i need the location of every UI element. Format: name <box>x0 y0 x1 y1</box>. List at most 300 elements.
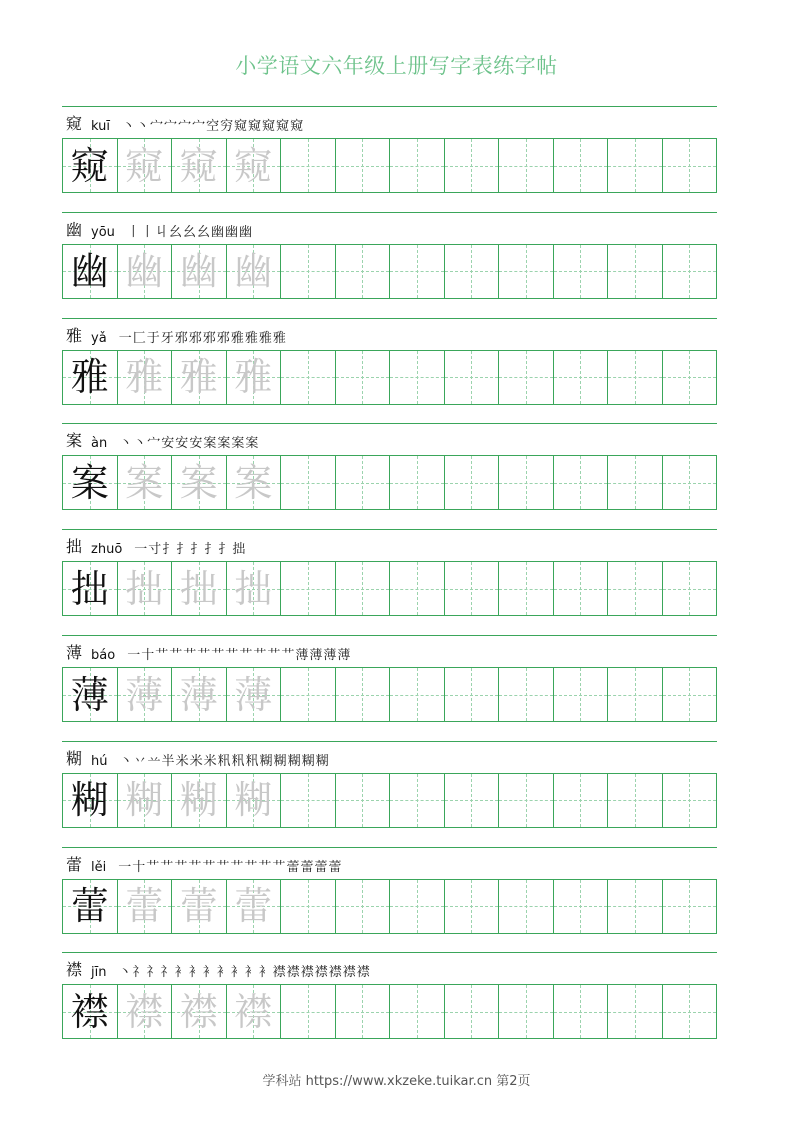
trace-cell <box>227 245 282 298</box>
stroke-step: 蕾 <box>314 859 328 875</box>
trace-character: 薄 <box>179 672 218 717</box>
trace-cell <box>172 985 227 1038</box>
trace-character: 案 <box>125 460 164 505</box>
trace-cell <box>227 456 282 509</box>
stroke-step: 幺 <box>182 224 196 240</box>
stroke-step: 雅 <box>272 330 286 346</box>
blank-practice-cell[interactable] <box>499 668 554 721</box>
blank-practice-cell[interactable] <box>281 245 336 298</box>
stroke-step: 安 <box>161 436 175 452</box>
entry-pinyin: báo <box>91 648 116 663</box>
practice-entry <box>62 423 717 529</box>
page-title: 小学语文六年级上册写字表练字帖 <box>235 54 558 78</box>
entry-pinyin: jīn <box>91 965 107 981</box>
stroke-step: 扌 <box>162 542 176 558</box>
stroke-step: 幽 <box>239 224 253 240</box>
entry-character: 雅 <box>66 325 83 345</box>
trace-cell <box>118 985 173 1038</box>
blank-practice-cell[interactable] <box>336 774 391 827</box>
blank-practice-cell[interactable] <box>445 668 500 721</box>
model-character: 襟 <box>70 989 109 1034</box>
entry-pinyin: yōu <box>91 224 115 240</box>
stroke-step: 襟 <box>286 965 300 981</box>
stroke-step: 一 <box>118 330 132 346</box>
trace-character: 蕾 <box>125 884 164 929</box>
stroke-step: 窥 <box>262 119 276 134</box>
model-cell <box>63 139 118 192</box>
entry-info <box>66 220 253 240</box>
stroke-step: 扌 <box>190 542 204 558</box>
trace-cell <box>118 774 173 827</box>
trace-cell <box>172 562 227 615</box>
stroke-step: 窥 <box>290 119 304 134</box>
entry-pinyin: àn <box>91 436 108 452</box>
practice-entry <box>62 847 717 953</box>
trace-character: 拙 <box>125 566 164 611</box>
model-cell <box>63 668 118 721</box>
blank-practice-cell[interactable] <box>608 562 663 615</box>
blank-practice-cell[interactable] <box>663 668 717 721</box>
blank-practice-cell[interactable] <box>390 668 445 721</box>
blank-practice-cell[interactable] <box>390 351 445 404</box>
stroke-step: 衤 <box>244 965 258 981</box>
stroke-order <box>134 538 246 557</box>
blank-practice-cell[interactable] <box>554 774 609 827</box>
blank-practice-cell[interactable] <box>608 880 663 933</box>
entry-pinyin: yǎ <box>91 330 107 346</box>
stroke-step: 米 <box>189 753 203 769</box>
trace-cell <box>227 880 282 933</box>
stroke-step: 十 <box>141 648 155 663</box>
stroke-step: 雅 <box>230 330 244 346</box>
blank-practice-cell[interactable] <box>336 245 391 298</box>
trace-cell <box>227 139 282 192</box>
blank-practice-cell[interactable] <box>445 245 500 298</box>
trace-cell <box>172 139 227 192</box>
entry-divider <box>62 847 717 848</box>
stroke-step: 籸 <box>217 753 231 769</box>
entry-divider <box>62 952 717 953</box>
stroke-step: 案 <box>231 436 245 452</box>
stroke-step: 邪 <box>188 330 202 346</box>
stroke-step: 宀 <box>178 119 192 134</box>
blank-practice-cell[interactable] <box>281 351 336 404</box>
entry-character: 幽 <box>66 219 83 239</box>
model-character: 案 <box>70 460 109 505</box>
trace-cell <box>118 351 173 404</box>
stroke-step: 襟 <box>342 965 356 981</box>
blank-practice-cell[interactable] <box>445 139 500 192</box>
blank-practice-cell[interactable] <box>445 456 500 509</box>
entry-info <box>66 855 343 875</box>
stroke-step: 襟 <box>314 965 328 981</box>
blank-practice-cell[interactable] <box>663 456 717 509</box>
stroke-step: 艹 <box>169 648 183 663</box>
practice-entry <box>62 635 717 741</box>
model-character: 蕾 <box>70 884 109 929</box>
stroke-step: 襟 <box>300 965 314 981</box>
blank-practice-cell[interactable] <box>608 351 663 404</box>
stroke-step: 宀 <box>164 119 178 134</box>
stroke-step: 艹 <box>188 859 202 875</box>
blank-practice-cell[interactable] <box>554 562 609 615</box>
entry-character: 薄 <box>66 643 83 662</box>
blank-practice-cell[interactable] <box>608 668 663 721</box>
stroke-step: 一 <box>134 542 148 558</box>
trace-cell <box>118 880 173 933</box>
trace-character: 雅 <box>179 355 218 400</box>
stroke-step: 宀 <box>147 436 161 452</box>
blank-practice-cell[interactable] <box>281 668 336 721</box>
stroke-step: 案 <box>203 436 217 452</box>
trace-character: 薄 <box>234 672 273 717</box>
blank-practice-cell[interactable] <box>336 880 391 933</box>
trace-character: 糊 <box>125 778 164 823</box>
blank-practice-cell[interactable] <box>499 245 554 298</box>
trace-character: 雅 <box>234 355 273 400</box>
stroke-step: 米 <box>203 753 217 769</box>
blank-practice-cell[interactable] <box>663 139 717 192</box>
trace-character: 拙 <box>179 566 218 611</box>
stroke-step: 米 <box>175 753 189 769</box>
entry-divider <box>62 741 717 742</box>
stroke-step: 寸 <box>148 542 162 558</box>
trace-character: 襟 <box>179 989 218 1034</box>
stroke-step: 艹 <box>267 648 281 663</box>
model-cell <box>63 985 118 1038</box>
blank-practice-cell[interactable] <box>499 139 554 192</box>
stroke-step: 宀 <box>192 119 206 134</box>
stroke-step: 匚 <box>132 330 146 346</box>
entry-character: 襟 <box>66 960 83 980</box>
blank-practice-cell[interactable] <box>281 562 336 615</box>
practice-grid <box>62 350 717 405</box>
blank-practice-cell[interactable] <box>336 456 391 509</box>
stroke-step: 衤 <box>258 965 272 981</box>
stroke-order <box>127 644 351 663</box>
blank-practice-cell[interactable] <box>554 668 609 721</box>
stroke-step: 衤 <box>174 965 188 981</box>
practice-grid <box>62 244 717 299</box>
blank-practice-cell[interactable] <box>608 985 663 1038</box>
stroke-step: 襟 <box>356 965 370 981</box>
stroke-step: 糊 <box>259 753 273 769</box>
trace-cell <box>172 668 227 721</box>
entry-info <box>66 960 371 980</box>
blank-practice-cell[interactable] <box>663 562 717 615</box>
practice-grid <box>62 667 717 722</box>
stroke-step: 邪 <box>216 330 230 346</box>
blank-practice-cell[interactable] <box>390 562 445 615</box>
trace-cell <box>118 668 173 721</box>
entry-divider <box>62 318 717 319</box>
trace-character: 幽 <box>234 249 273 294</box>
blank-practice-cell[interactable] <box>554 456 609 509</box>
stroke-step: 一 <box>118 859 132 875</box>
entry-info <box>66 431 259 451</box>
trace-cell <box>227 351 282 404</box>
blank-practice-cell[interactable] <box>445 880 500 933</box>
model-cell <box>63 562 118 615</box>
blank-practice-cell[interactable] <box>281 139 336 192</box>
stroke-step: 礻 <box>146 965 160 981</box>
practice-grid <box>62 561 717 616</box>
trace-character: 窥 <box>125 143 164 188</box>
blank-practice-cell[interactable] <box>281 985 336 1038</box>
entry-divider <box>62 423 717 424</box>
stroke-step: 幺 <box>168 224 182 240</box>
stroke-step: 襟 <box>328 965 342 981</box>
stroke-step: 艹 <box>281 648 295 663</box>
stroke-step: 丨 <box>140 224 154 240</box>
stroke-step: 幽 <box>225 224 239 240</box>
blank-practice-cell[interactable] <box>281 880 336 933</box>
stroke-step: 幽 <box>211 224 225 240</box>
trace-cell <box>172 456 227 509</box>
entry-pinyin: lěi <box>91 859 107 875</box>
blank-practice-cell[interactable] <box>445 774 500 827</box>
model-character: 拙 <box>70 566 109 611</box>
trace-cell <box>118 456 173 509</box>
trace-cell <box>227 668 282 721</box>
blank-practice-cell[interactable] <box>554 351 609 404</box>
practice-entry <box>62 212 717 318</box>
model-character: 薄 <box>70 672 109 717</box>
model-character: 糊 <box>70 778 109 823</box>
stroke-order <box>127 221 253 240</box>
stroke-step: 艹 <box>197 648 211 663</box>
stroke-step: 案 <box>245 436 259 452</box>
entry-character: 案 <box>66 431 83 451</box>
model-character: 窥 <box>70 143 109 188</box>
entry-info <box>66 537 246 557</box>
blank-practice-cell[interactable] <box>445 985 500 1038</box>
blank-practice-cell[interactable] <box>663 880 717 933</box>
blank-practice-cell[interactable] <box>390 245 445 298</box>
blank-practice-cell[interactable] <box>608 774 663 827</box>
stroke-step: 雅 <box>244 330 258 346</box>
stroke-order <box>118 961 370 980</box>
stroke-step: 艹 <box>230 859 244 875</box>
entry-pinyin: hú <box>91 753 108 769</box>
blank-practice-cell[interactable] <box>663 351 717 404</box>
blank-practice-cell[interactable] <box>281 774 336 827</box>
blank-practice-cell[interactable] <box>390 456 445 509</box>
stroke-step: 艹 <box>174 859 188 875</box>
stroke-order <box>119 432 259 451</box>
stroke-step: 丶 <box>119 753 133 769</box>
practice-entry <box>62 318 717 424</box>
trace-character: 拙 <box>234 566 273 611</box>
entry-pinyin: kuī <box>91 119 110 134</box>
practice-entry <box>62 106 717 212</box>
trace-cell <box>118 245 173 298</box>
trace-cell <box>227 562 282 615</box>
blank-practice-cell[interactable] <box>554 985 609 1038</box>
trace-cell <box>172 245 227 298</box>
model-cell <box>63 880 118 933</box>
stroke-step: 艹 <box>183 648 197 663</box>
stroke-step: 一 <box>127 648 141 663</box>
trace-character: 糊 <box>179 778 218 823</box>
stroke-step: 蕾 <box>328 859 342 875</box>
blank-practice-cell[interactable] <box>336 985 391 1038</box>
practice-grid <box>62 455 717 510</box>
blank-practice-cell[interactable] <box>390 774 445 827</box>
entry-divider <box>62 106 717 107</box>
blank-practice-cell[interactable] <box>281 456 336 509</box>
stroke-step: 艹 <box>253 648 267 663</box>
stroke-step: 糊 <box>301 753 315 769</box>
stroke-step: 艹 <box>146 859 160 875</box>
stroke-step: 薄 <box>337 648 351 663</box>
trace-cell <box>118 562 173 615</box>
stroke-step: 艹 <box>258 859 272 875</box>
stroke-step: 丶 <box>136 119 150 134</box>
practice-grid <box>62 879 717 934</box>
trace-character: 幽 <box>125 249 164 294</box>
blank-practice-cell[interactable] <box>554 139 609 192</box>
stroke-step: 礻 <box>160 965 174 981</box>
blank-practice-cell[interactable] <box>608 456 663 509</box>
blank-practice-cell[interactable] <box>499 351 554 404</box>
stroke-step: 丨 <box>126 224 140 240</box>
blank-practice-cell[interactable] <box>499 880 554 933</box>
stroke-step: 艹 <box>211 648 225 663</box>
blank-practice-cell[interactable] <box>445 562 500 615</box>
stroke-step: 拙 <box>232 542 246 558</box>
stroke-step: 籸 <box>231 753 245 769</box>
stroke-order <box>119 327 287 346</box>
stroke-step: 艹 <box>272 859 286 875</box>
stroke-step: 扌 <box>218 542 232 558</box>
blank-practice-cell[interactable] <box>336 668 391 721</box>
blank-practice-cell[interactable] <box>554 880 609 933</box>
blank-practice-cell[interactable] <box>663 774 717 827</box>
model-cell <box>63 456 118 509</box>
stroke-step: 扌 <box>204 542 218 558</box>
blank-practice-cell[interactable] <box>608 139 663 192</box>
stroke-step: 薄 <box>309 648 323 663</box>
entry-info <box>66 643 351 663</box>
stroke-step: 衤 <box>188 965 202 981</box>
stroke-order <box>122 115 304 134</box>
stroke-step: 窥 <box>248 119 262 134</box>
practice-entry <box>62 952 717 1058</box>
blank-practice-cell[interactable] <box>336 139 391 192</box>
stroke-step: 籸 <box>245 753 259 769</box>
stroke-step: 薄 <box>323 648 337 663</box>
stroke-step: 穷 <box>220 119 234 134</box>
trace-cell <box>172 880 227 933</box>
practice-grid <box>62 984 717 1039</box>
model-character: 雅 <box>70 355 109 400</box>
model-cell <box>63 774 118 827</box>
stroke-step: 于 <box>146 330 160 346</box>
blank-practice-cell[interactable] <box>554 245 609 298</box>
entry-info <box>66 114 304 134</box>
model-character: 幽 <box>70 249 109 294</box>
stroke-step: 糊 <box>273 753 287 769</box>
practice-grid <box>62 773 717 828</box>
stroke-step: 幺 <box>196 224 210 240</box>
blank-practice-cell[interactable] <box>390 880 445 933</box>
trace-character: 蕾 <box>179 884 218 929</box>
trace-character: 窥 <box>234 143 273 188</box>
trace-character: 窥 <box>179 143 218 188</box>
blank-practice-cell[interactable] <box>499 562 554 615</box>
blank-practice-cell[interactable] <box>445 351 500 404</box>
stroke-order <box>120 750 330 769</box>
model-cell <box>63 245 118 298</box>
stroke-step: 艹 <box>225 648 239 663</box>
trace-character: 糊 <box>234 778 273 823</box>
stroke-step: 丶 <box>133 436 147 452</box>
entry-pinyin: zhuō <box>91 542 123 558</box>
trace-character: 案 <box>179 460 218 505</box>
blank-practice-cell[interactable] <box>336 562 391 615</box>
stroke-step: 安 <box>175 436 189 452</box>
stroke-step: 襟 <box>272 965 286 981</box>
stroke-step: 窥 <box>234 119 248 134</box>
trace-character: 襟 <box>125 989 164 1034</box>
trace-character: 幽 <box>179 249 218 294</box>
practice-entry <box>62 741 717 847</box>
practice-entry <box>62 529 717 635</box>
stroke-step: 案 <box>217 436 231 452</box>
stroke-step: 安 <box>189 436 203 452</box>
stroke-step: 艹 <box>202 859 216 875</box>
blank-practice-cell[interactable] <box>390 139 445 192</box>
entry-divider <box>62 212 717 213</box>
blank-practice-cell[interactable] <box>499 774 554 827</box>
entry-character: 拙 <box>66 537 83 557</box>
trace-cell <box>172 351 227 404</box>
trace-character: 雅 <box>125 355 164 400</box>
entry-divider <box>62 529 717 530</box>
blank-practice-cell[interactable] <box>663 245 717 298</box>
stroke-step: 邪 <box>174 330 188 346</box>
blank-practice-cell[interactable] <box>663 985 717 1038</box>
blank-practice-cell[interactable] <box>499 985 554 1038</box>
stroke-step: 扌 <box>176 542 190 558</box>
entry-character: 蕾 <box>66 854 83 874</box>
trace-cell <box>172 774 227 827</box>
stroke-step: 䒑 <box>147 753 161 769</box>
stroke-step: 牙 <box>160 330 174 346</box>
blank-practice-cell[interactable] <box>499 456 554 509</box>
stroke-step: 窥 <box>276 119 290 134</box>
stroke-step: 艹 <box>160 859 174 875</box>
stroke-step: 艹 <box>155 648 169 663</box>
stroke-order <box>118 856 342 875</box>
trace-cell <box>227 774 282 827</box>
blank-practice-cell[interactable] <box>336 351 391 404</box>
page-footer: 学科站 https://www.xkzeke.tuikar.cn 第2页 <box>262 1074 531 1089</box>
stroke-step: 丶 <box>122 119 136 134</box>
blank-practice-cell[interactable] <box>608 245 663 298</box>
trace-cell <box>118 139 173 192</box>
stroke-step: 艹 <box>244 859 258 875</box>
model-cell <box>63 351 118 404</box>
entry-character: 糊 <box>66 748 83 768</box>
entry-info <box>66 749 330 769</box>
stroke-step: 艹 <box>239 648 253 663</box>
trace-character: 襟 <box>234 989 273 1034</box>
stroke-step: 空 <box>206 119 220 134</box>
blank-practice-cell[interactable] <box>390 985 445 1038</box>
entry-info <box>66 326 287 346</box>
